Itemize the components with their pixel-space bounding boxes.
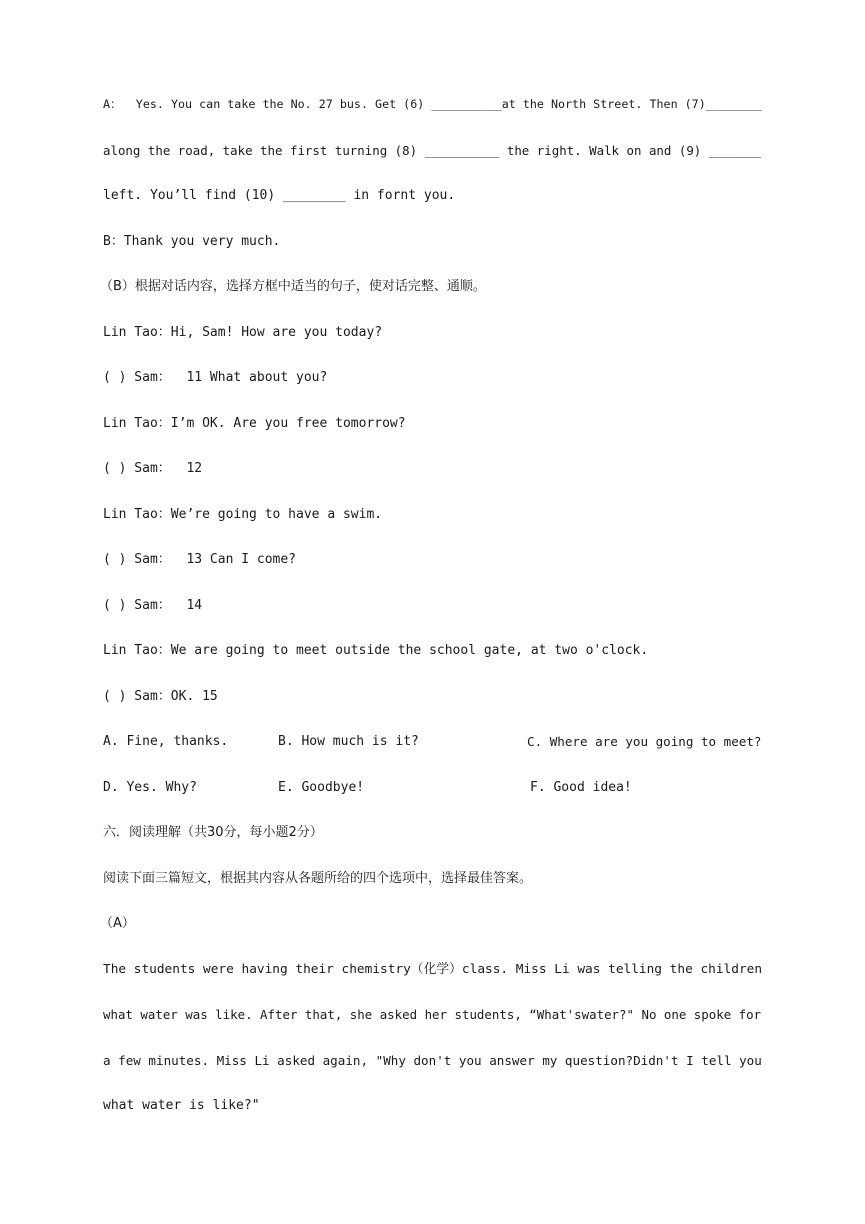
dialogue-line-directions-end: left. You’ll find (10) ________ in fornt you.	[103, 188, 456, 203]
passage-line: what water is like?"	[103, 1098, 260, 1113]
passage-line: what water was like. After that, she asked her students, “What'swater?" No one spoke for	[103, 1007, 762, 1022]
option-f: F. Good idea!	[530, 780, 632, 795]
dialogue-line-directions-cont: along the road, take the first turning (8) __________ the right. Walk on and (9) _______	[103, 143, 762, 158]
option-d: D. Yes. Why?	[103, 780, 197, 795]
dialogue-line: Lin Tao：I’m OK. Are you free tomorrow?	[103, 416, 406, 431]
dialogue-line: Lin Tao：We’re going to have a swim.	[103, 507, 383, 522]
dialogue-line: ( ) Sam： 12	[103, 461, 203, 476]
dialogue-line: Lin Tao：We are going to meet outside the school gate, at two o'clock.	[103, 643, 649, 658]
passage-line: The students were having their chemistry（化学）class. Miss Li was telling the children	[103, 962, 763, 977]
option-a: A. Fine, thanks.	[103, 734, 229, 749]
dialogue-line: ( ) Sam：OK. 15	[103, 689, 218, 704]
section-six-heading: 六．阅读理解（共30分，每小题2分）	[103, 825, 323, 840]
section-six-instruction: 阅读下面三篇短文，根据其内容从各题所给的四个选项中，选择最佳答案。	[103, 871, 533, 886]
passage-line: a few minutes. Miss Li asked again, "Why don't you answer my question?Didn't I tell you	[103, 1053, 762, 1068]
option-e: E. Goodbye!	[278, 780, 365, 795]
section-b-instruction: （B）根据对话内容，选择方框中适当的句子，使对话完整、通顺。	[100, 279, 486, 294]
option-b: B. How much is it?	[278, 734, 419, 749]
dialogue-line-b-thanks: B：Thank you very much.	[103, 234, 281, 249]
dialogue-line: Lin Tao：Hi, Sam! How are you today?	[103, 325, 383, 340]
dialogue-line: ( ) Sam： 13 Can I come?	[103, 552, 297, 567]
dialogue-line-a-directions: A： Yes. You can take the No. 27 bus. Get (6) __________at the North Street. Then (7)________	[103, 97, 763, 111]
dialogue-line: ( ) Sam： 11 What about you?	[103, 370, 328, 385]
dialogue-line: ( ) Sam： 14	[103, 598, 203, 613]
part-a-label: （A）	[100, 916, 135, 931]
option-c: C. Where are you going to meet?	[527, 734, 762, 749]
